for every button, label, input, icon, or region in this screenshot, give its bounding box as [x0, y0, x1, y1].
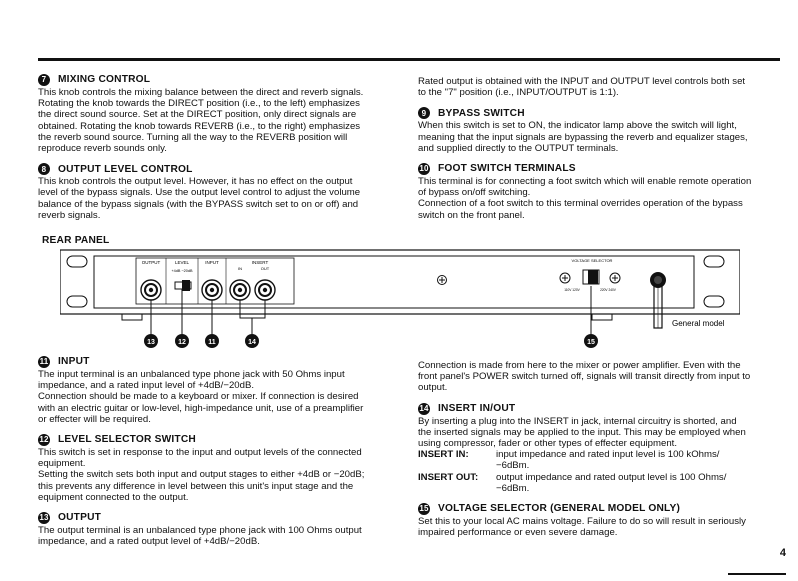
- section-title: BYPASS SWITCH: [438, 107, 525, 119]
- spec-row: [418, 449, 752, 471]
- spec-value: input impedance and rated input level is 100 kOhms/ −6dBm.: [496, 449, 720, 472]
- output-connection-note: Connection is made from here to the mixer or power amplifier. Even with the front panel's POWER switch turned off, signals will transit directly from input to output.: [418, 360, 751, 394]
- section-foot-switch-terminals: [418, 163, 752, 221]
- label-voltage-selector: VOLTAGE SELECTOR: [571, 258, 613, 263]
- section-title: INPUT: [58, 356, 90, 368]
- section-paragraph: The input terminal is an unbalanced type phone jack with 50 Ohms input impedance, and a rated input level of +4dB/−20dB.: [38, 369, 345, 392]
- section-paragraph: This knob controls the mixing balance between the direct and reverb signals.: [38, 87, 364, 98]
- chassis-screw-icon: [438, 276, 447, 285]
- label-voltage-high: 220V 240V: [600, 288, 616, 292]
- callout-badge: [245, 334, 259, 348]
- section-number-badge: 11: [39, 357, 49, 367]
- section-number-badge: 10: [419, 164, 429, 174]
- right-bottom-column: [418, 360, 752, 547]
- label-voltage-low: 110V 120V: [564, 288, 580, 292]
- input-jack[interactable]: [202, 280, 222, 300]
- section-output-level-control: [38, 163, 370, 221]
- left-top-column: [38, 74, 370, 230]
- screw-icon: [560, 273, 570, 283]
- right-top-column: [418, 76, 752, 230]
- section-paragraph: This terminal is for connecting a foot switch which will enable remote operation of bypass on/off switching.: [418, 176, 752, 199]
- callout-badge: [144, 334, 158, 348]
- section-input: [38, 356, 370, 425]
- output-jack[interactable]: [141, 280, 161, 300]
- rear-panel-diagram: [60, 246, 740, 356]
- section-title: INSERT IN/OUT: [438, 403, 516, 414]
- screw-icon: [610, 273, 620, 283]
- spec-value: output impedance and rated output level is 100 Ohms/ −6dBm.: [496, 471, 727, 494]
- callout-badge: [584, 334, 598, 348]
- section-number-badge: 15: [419, 504, 429, 514]
- section-title: FOOT SWITCH TERMINALS: [438, 163, 576, 175]
- left-bottom-column: [38, 356, 370, 556]
- section-voltage-selector: [418, 503, 752, 538]
- section-bypass-switch: [418, 107, 752, 154]
- insert-in-jack[interactable]: [230, 280, 250, 300]
- label-insert-in: IN: [238, 266, 242, 271]
- section-title: VOLTAGE SELECTOR (GENERAL MODEL ONLY): [438, 503, 681, 515]
- spec-key: INSERT OUT:: [418, 471, 479, 483]
- section-number-badge: 8: [38, 163, 50, 175]
- section-number-badge: 12: [39, 435, 49, 445]
- callout-badge: [175, 334, 189, 348]
- section-paragraph: Set this to your local AC mains voltage. Failure to do so will result in seriously impaired performance or even severe damage.: [418, 516, 746, 539]
- svg-text:14: 14: [248, 339, 256, 346]
- rated-output-note: Rated output is obtained with the INPUT and OUTPUT level controls both set to the "7" position (i.e., INPUT/OUTPUT is 1:1).: [418, 76, 746, 99]
- rear-panel-title: REAR PANEL: [42, 235, 110, 246]
- callout-badge: [205, 334, 219, 348]
- top-rule: [38, 58, 780, 61]
- section-paragraph: By inserting a plug into the INSERT in jack, internal circuitry is shorted, and the inserted signals may be applied to the input. This may be employed when using compressor, fader or other types of effecter equipment.: [418, 415, 746, 450]
- label-level-options: +4dB −20dB: [171, 269, 193, 273]
- svg-text:11: 11: [208, 339, 216, 346]
- svg-text:15: 15: [587, 339, 595, 346]
- footer-rule: [728, 573, 786, 575]
- label-insert-out: OUT: [260, 266, 270, 271]
- section-title: OUTPUT: [58, 512, 102, 524]
- section-mixing-control: [38, 74, 370, 154]
- section-title: OUTPUT LEVEL CONTROL: [58, 163, 193, 175]
- section-paragraph: The output terminal is an unbalanced type phone jack with 100 Ohms output impedance, and a rated output level of +4dB/−20dB.: [38, 525, 362, 548]
- section-title: MIXING CONTROL: [58, 74, 151, 86]
- section-paragraph: When this switch is set to ON, the indicator lamp above the switch will light, meaning that the input signals are bypassing the reverb and equalizer stages, and supplied directly to the OUTPUT terminals.: [418, 120, 748, 154]
- power-cord: [650, 272, 666, 328]
- insert-out-jack[interactable]: [255, 280, 275, 300]
- level-selector-switch[interactable]: [175, 280, 191, 291]
- section-level-selector-switch: [38, 434, 370, 503]
- section-output: [38, 512, 370, 547]
- label-insert: INSERT: [251, 260, 269, 265]
- section-paragraph: Connection of a foot switch to this terminal overrides operation of the bypass switch on the front panel.: [418, 198, 743, 221]
- label-level: LEVEL: [174, 260, 190, 265]
- label-input: INPUT: [205, 260, 219, 265]
- section-paragraph: This knob controls the output level. However, it has no effect on the output level of the bypass signals. Use the output level control to adjust the volume balance of the bypass signals (with the BYPASS switch set to on or off) and reverb signals.: [38, 176, 361, 221]
- section-number-badge: 7: [38, 74, 50, 86]
- spec-row: [418, 472, 752, 494]
- section-paragraph: Connection should be made to a keyboard or mixer. If connection is desired with an electric guitar or low-level, high-impedance unit, use of a preamplifier or effecter will be required.: [38, 391, 364, 425]
- page-number: 4: [779, 547, 786, 559]
- section-insert-in-out: [418, 403, 752, 494]
- label-output: OUTPUT: [141, 260, 161, 265]
- svg-text:13: 13: [147, 339, 155, 346]
- section-number-badge: 13: [39, 513, 49, 523]
- section-paragraph: This switch is set in response to the input and output levels of the connected equipment.: [38, 447, 362, 470]
- section-number-badge: 14: [419, 404, 429, 413]
- rear-panel-drawing: [60, 246, 740, 356]
- section-paragraph: Setting the switch sets both input and output stages to either +4dB or −20dB; this prevents any difference in level between this unit's input stage and the equipment connected to the output.: [38, 469, 365, 503]
- section-number-badge: 9: [418, 107, 430, 119]
- label-general-model: General model: [672, 319, 725, 328]
- svg-text:12: 12: [178, 339, 186, 346]
- section-paragraph: Rotating the knob towards the DIRECT position (i.e., to the left) emphasizes the direct sound source. Set at the DIRECT position, only direct signals are obtained. Rotating the knob towards REVERB (i.e., to the right) emphasizes the reverb sound source. Turning all the way to the REVERB position will reproduce reverb sounds only.: [38, 98, 361, 155]
- voltage-selector-switch[interactable]: [583, 270, 599, 284]
- section-title: LEVEL SELECTOR SWITCH: [58, 434, 196, 446]
- spec-key: INSERT IN:: [418, 449, 469, 461]
